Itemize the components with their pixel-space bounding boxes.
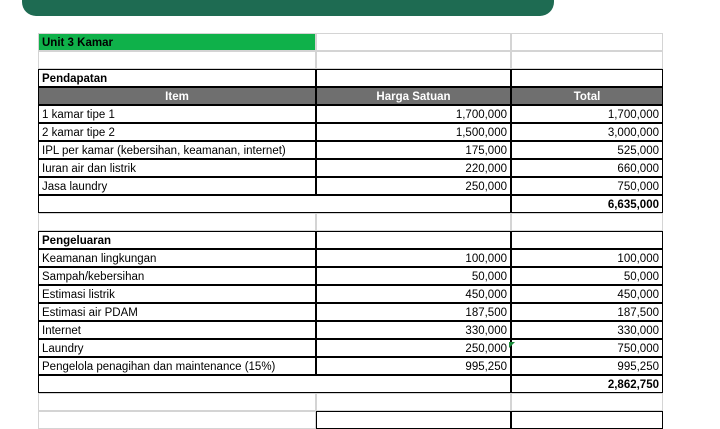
total-cell[interactable]: 330,000 — [511, 321, 663, 339]
item-cell[interactable]: Keamanan lingkungan — [38, 249, 316, 267]
subtotal-label-cell[interactable] — [38, 195, 511, 213]
harga-cell[interactable]: 995,250 — [316, 357, 511, 375]
total-cell[interactable]: 50,000 — [511, 267, 663, 285]
empty-cell[interactable] — [511, 69, 663, 87]
harga-cell[interactable]: 450,000 — [316, 285, 511, 303]
empty-cell[interactable] — [511, 411, 663, 429]
empty-cell[interactable] — [316, 393, 511, 411]
item-cell[interactable]: Iuran air dan listrik — [38, 159, 316, 177]
total-cell[interactable]: 187,500 — [511, 303, 663, 321]
item-cell[interactable]: 1 kamar tipe 1 — [38, 105, 316, 123]
empty-cell[interactable] — [511, 33, 663, 51]
empty-cell[interactable] — [38, 213, 316, 231]
harga-cell[interactable]: 175,000 — [316, 141, 511, 159]
harga-cell[interactable]: 100,000 — [316, 249, 511, 267]
harga-cell[interactable]: 250,000 — [316, 339, 511, 357]
empty-cell[interactable] — [511, 51, 663, 69]
total-cell[interactable]: 750,000 — [511, 177, 663, 195]
empty-cell[interactable] — [316, 213, 511, 231]
empty-cell[interactable] — [38, 393, 316, 411]
harga-cell[interactable]: 220,000 — [316, 159, 511, 177]
item-cell[interactable]: Estimasi air PDAM — [38, 303, 316, 321]
item-cell[interactable]: Jasa laundry — [38, 177, 316, 195]
empty-cell[interactable] — [316, 231, 511, 249]
section-heading-pengeluaran[interactable]: Pengeluaran — [38, 231, 316, 249]
empty-cell[interactable] — [38, 51, 316, 69]
column-header-item[interactable]: Item — [38, 87, 316, 105]
empty-cell[interactable] — [38, 411, 316, 429]
harga-cell[interactable]: 187,500 — [316, 303, 511, 321]
empty-cell[interactable] — [316, 69, 511, 87]
empty-cell[interactable] — [316, 51, 511, 69]
column-header-total[interactable]: Total — [511, 87, 663, 105]
item-cell[interactable]: Pengelola penagihan dan maintenance (15%) — [38, 357, 316, 375]
total-cell[interactable]: 100,000 — [511, 249, 663, 267]
total-cell[interactable]: 660,000 — [511, 159, 663, 177]
empty-cell[interactable] — [316, 33, 511, 51]
empty-cell[interactable] — [511, 213, 663, 231]
total-cell[interactable]: 525,000 — [511, 141, 663, 159]
item-cell[interactable]: Laundry — [38, 339, 316, 357]
harga-cell[interactable]: 250,000 — [316, 177, 511, 195]
harga-cell[interactable]: 330,000 — [316, 321, 511, 339]
empty-cell[interactable] — [511, 393, 663, 411]
section-heading-pendapatan[interactable]: Pendapatan — [38, 69, 316, 87]
total-cell[interactable]: 1,700,000 — [511, 105, 663, 123]
harga-cell[interactable]: 1,700,000 — [316, 105, 511, 123]
harga-cell[interactable]: 1,500,000 — [316, 123, 511, 141]
total-cell[interactable]: 995,250 — [511, 357, 663, 375]
title-cell[interactable]: Unit 3 Kamar — [38, 33, 316, 51]
total-cell[interactable]: 3,000,000 — [511, 123, 663, 141]
empty-cell[interactable] — [511, 231, 663, 249]
subtotal-label-cell[interactable] — [38, 375, 511, 393]
comment-indicator-icon — [509, 342, 515, 348]
subtotal-pendapatan[interactable]: 6,635,000 — [511, 195, 663, 213]
column-header-harga[interactable]: Harga Satuan — [316, 87, 511, 105]
harga-cell[interactable]: 50,000 — [316, 267, 511, 285]
item-cell[interactable]: Sampah/kebersihan — [38, 267, 316, 285]
item-cell[interactable]: IPL per kamar (kebersihan, keamanan, internet) — [38, 141, 316, 159]
item-cell[interactable]: Internet — [38, 321, 316, 339]
item-cell[interactable]: Estimasi listrik — [38, 285, 316, 303]
top-banner — [22, 0, 554, 16]
item-cell[interactable]: 2 kamar tipe 2 — [38, 123, 316, 141]
subtotal-pengeluaran[interactable]: 2,862,750 — [511, 375, 663, 393]
empty-cell[interactable] — [316, 411, 511, 429]
total-cell[interactable]: 750,000 — [511, 339, 663, 357]
total-cell[interactable]: 450,000 — [511, 285, 663, 303]
